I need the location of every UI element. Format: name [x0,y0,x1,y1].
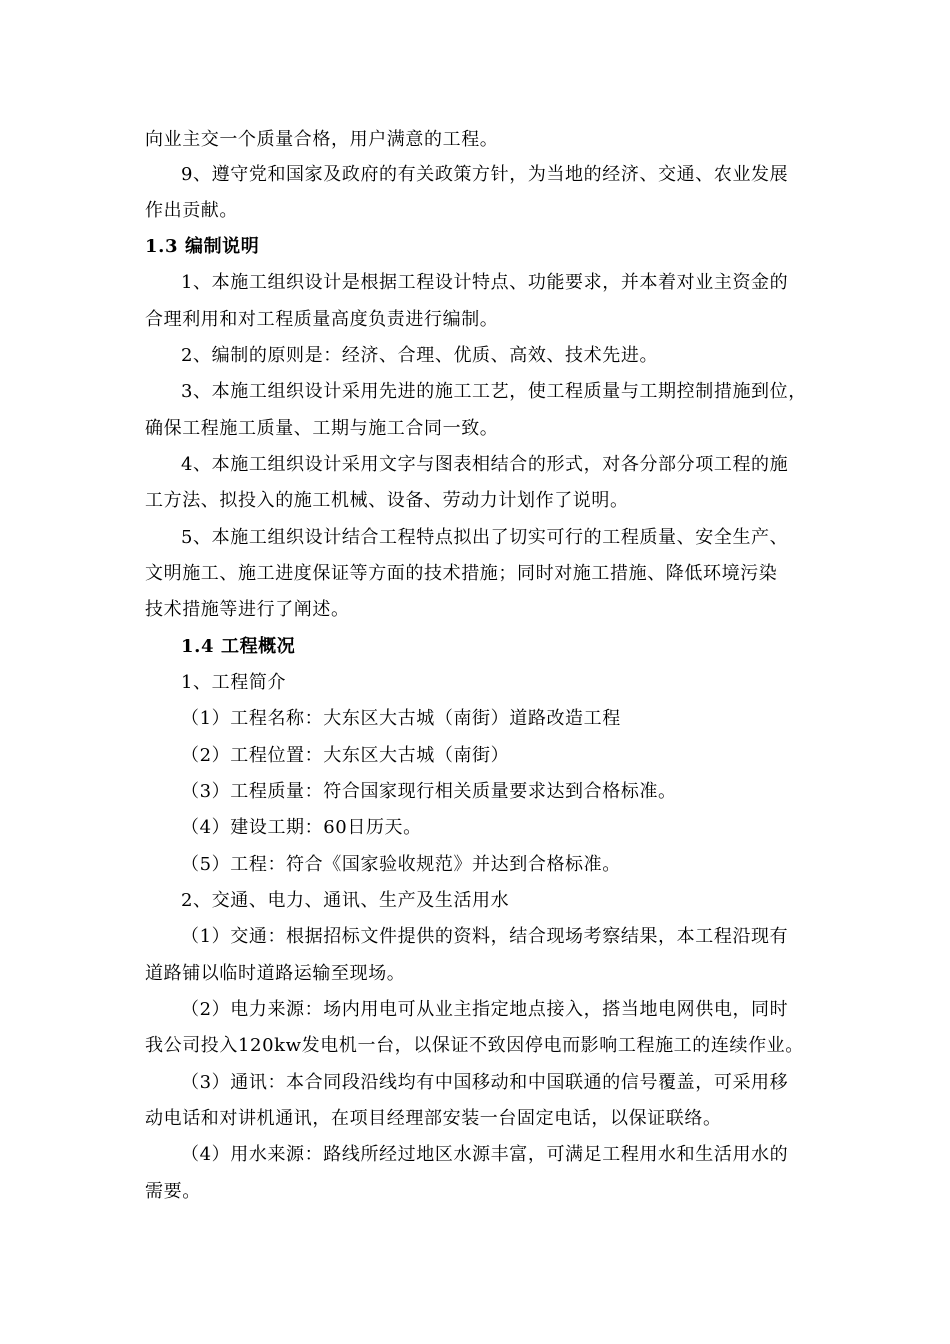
list-item: （4）建设工期：60日历天。 [181,817,422,838]
list-item: （3）工程质量：符合国家现行相关质量要求达到合格标准。 [181,781,677,802]
paragraph-line: 需要。 [145,1181,201,1202]
list-item: （2）电力来源：场内用电可从业主指定地点接入，搭当地电网供电，同时 [181,999,789,1020]
paragraph-line: 2、交通、电力、通讯、生产及生活用水 [181,890,510,911]
list-item: （2）工程位置：大东区大古城（南街） [181,745,510,766]
paragraph-line: 确保工程施工质量、工期与施工合同一致。 [145,418,499,439]
list-item: （4）用水来源：路线所经过地区水源丰富，可满足工程用水和生活用水的 [181,1144,789,1165]
section-heading-1-4: 1.4 工程概况 [181,636,296,657]
list-item: （5）工程：符合《国家验收规范》并达到合格标准。 [181,854,621,875]
section-heading-1-3: 1.3 编制说明 [145,236,260,257]
paragraph-line: 技术措施等进行了阐述。 [145,599,350,620]
list-item: （1）交通：根据招标文件提供的资料，结合现场考察结果，本工程沿现有 [181,926,789,947]
paragraph-line: 动电话和对讲机通讯，在项目经理部安装一台固定电话，以保证联络。 [145,1108,722,1129]
paragraph-line: 工方法、拟投入的施工机械、设备、劳动力计划作了说明。 [145,490,629,511]
paragraph-line: 我公司投入120kw发电机一台，以保证不致因停电而影响工程施工的连续作业。 [145,1035,804,1056]
paragraph-line: 作出贡献。 [145,200,238,221]
paragraph-line: 1、工程简介 [181,672,287,693]
paragraph-line: 道路铺以临时道路运输至现场。 [145,963,406,984]
paragraph-line: 文明施工、施工进度保证等方面的技术措施；同时对施工措施、降低环境污染 [145,563,778,584]
paragraph-line: 9、遵守党和国家及政府的有关政策方针，为当地的经济、交通、农业发展 [181,164,789,185]
list-item: （3）通讯：本合同段沿线均有中国移动和中国联通的信号覆盖，可采用移 [181,1072,789,1093]
paragraph-line: 合理利用和对工程质量高度负责进行编制。 [145,309,499,330]
paragraph-line: 1、本施工组织设计是根据工程设计特点、功能要求，并本着对业主资金的 [181,272,789,293]
list-item: （1）工程名称：大东区大古城（南街）道路改造工程 [181,708,621,729]
paragraph-line: 4、本施工组织设计采用文字与图表相结合的形式，对各分部分项工程的施 [181,454,789,475]
paragraph-line: 5、本施工组织设计结合工程特点拟出了切实可行的工程质量、安全生产、 [181,527,789,548]
paragraph-line: 3、本施工组织设计采用先进的施工工艺，使工程质量与工期控制措施到位， [181,381,807,402]
paragraph-line: 向业主交一个质量合格，用户满意的工程。 [145,129,499,150]
paragraph-line: 2、编制的原则是：经济、合理、优质、高效、技术先进。 [181,345,659,366]
